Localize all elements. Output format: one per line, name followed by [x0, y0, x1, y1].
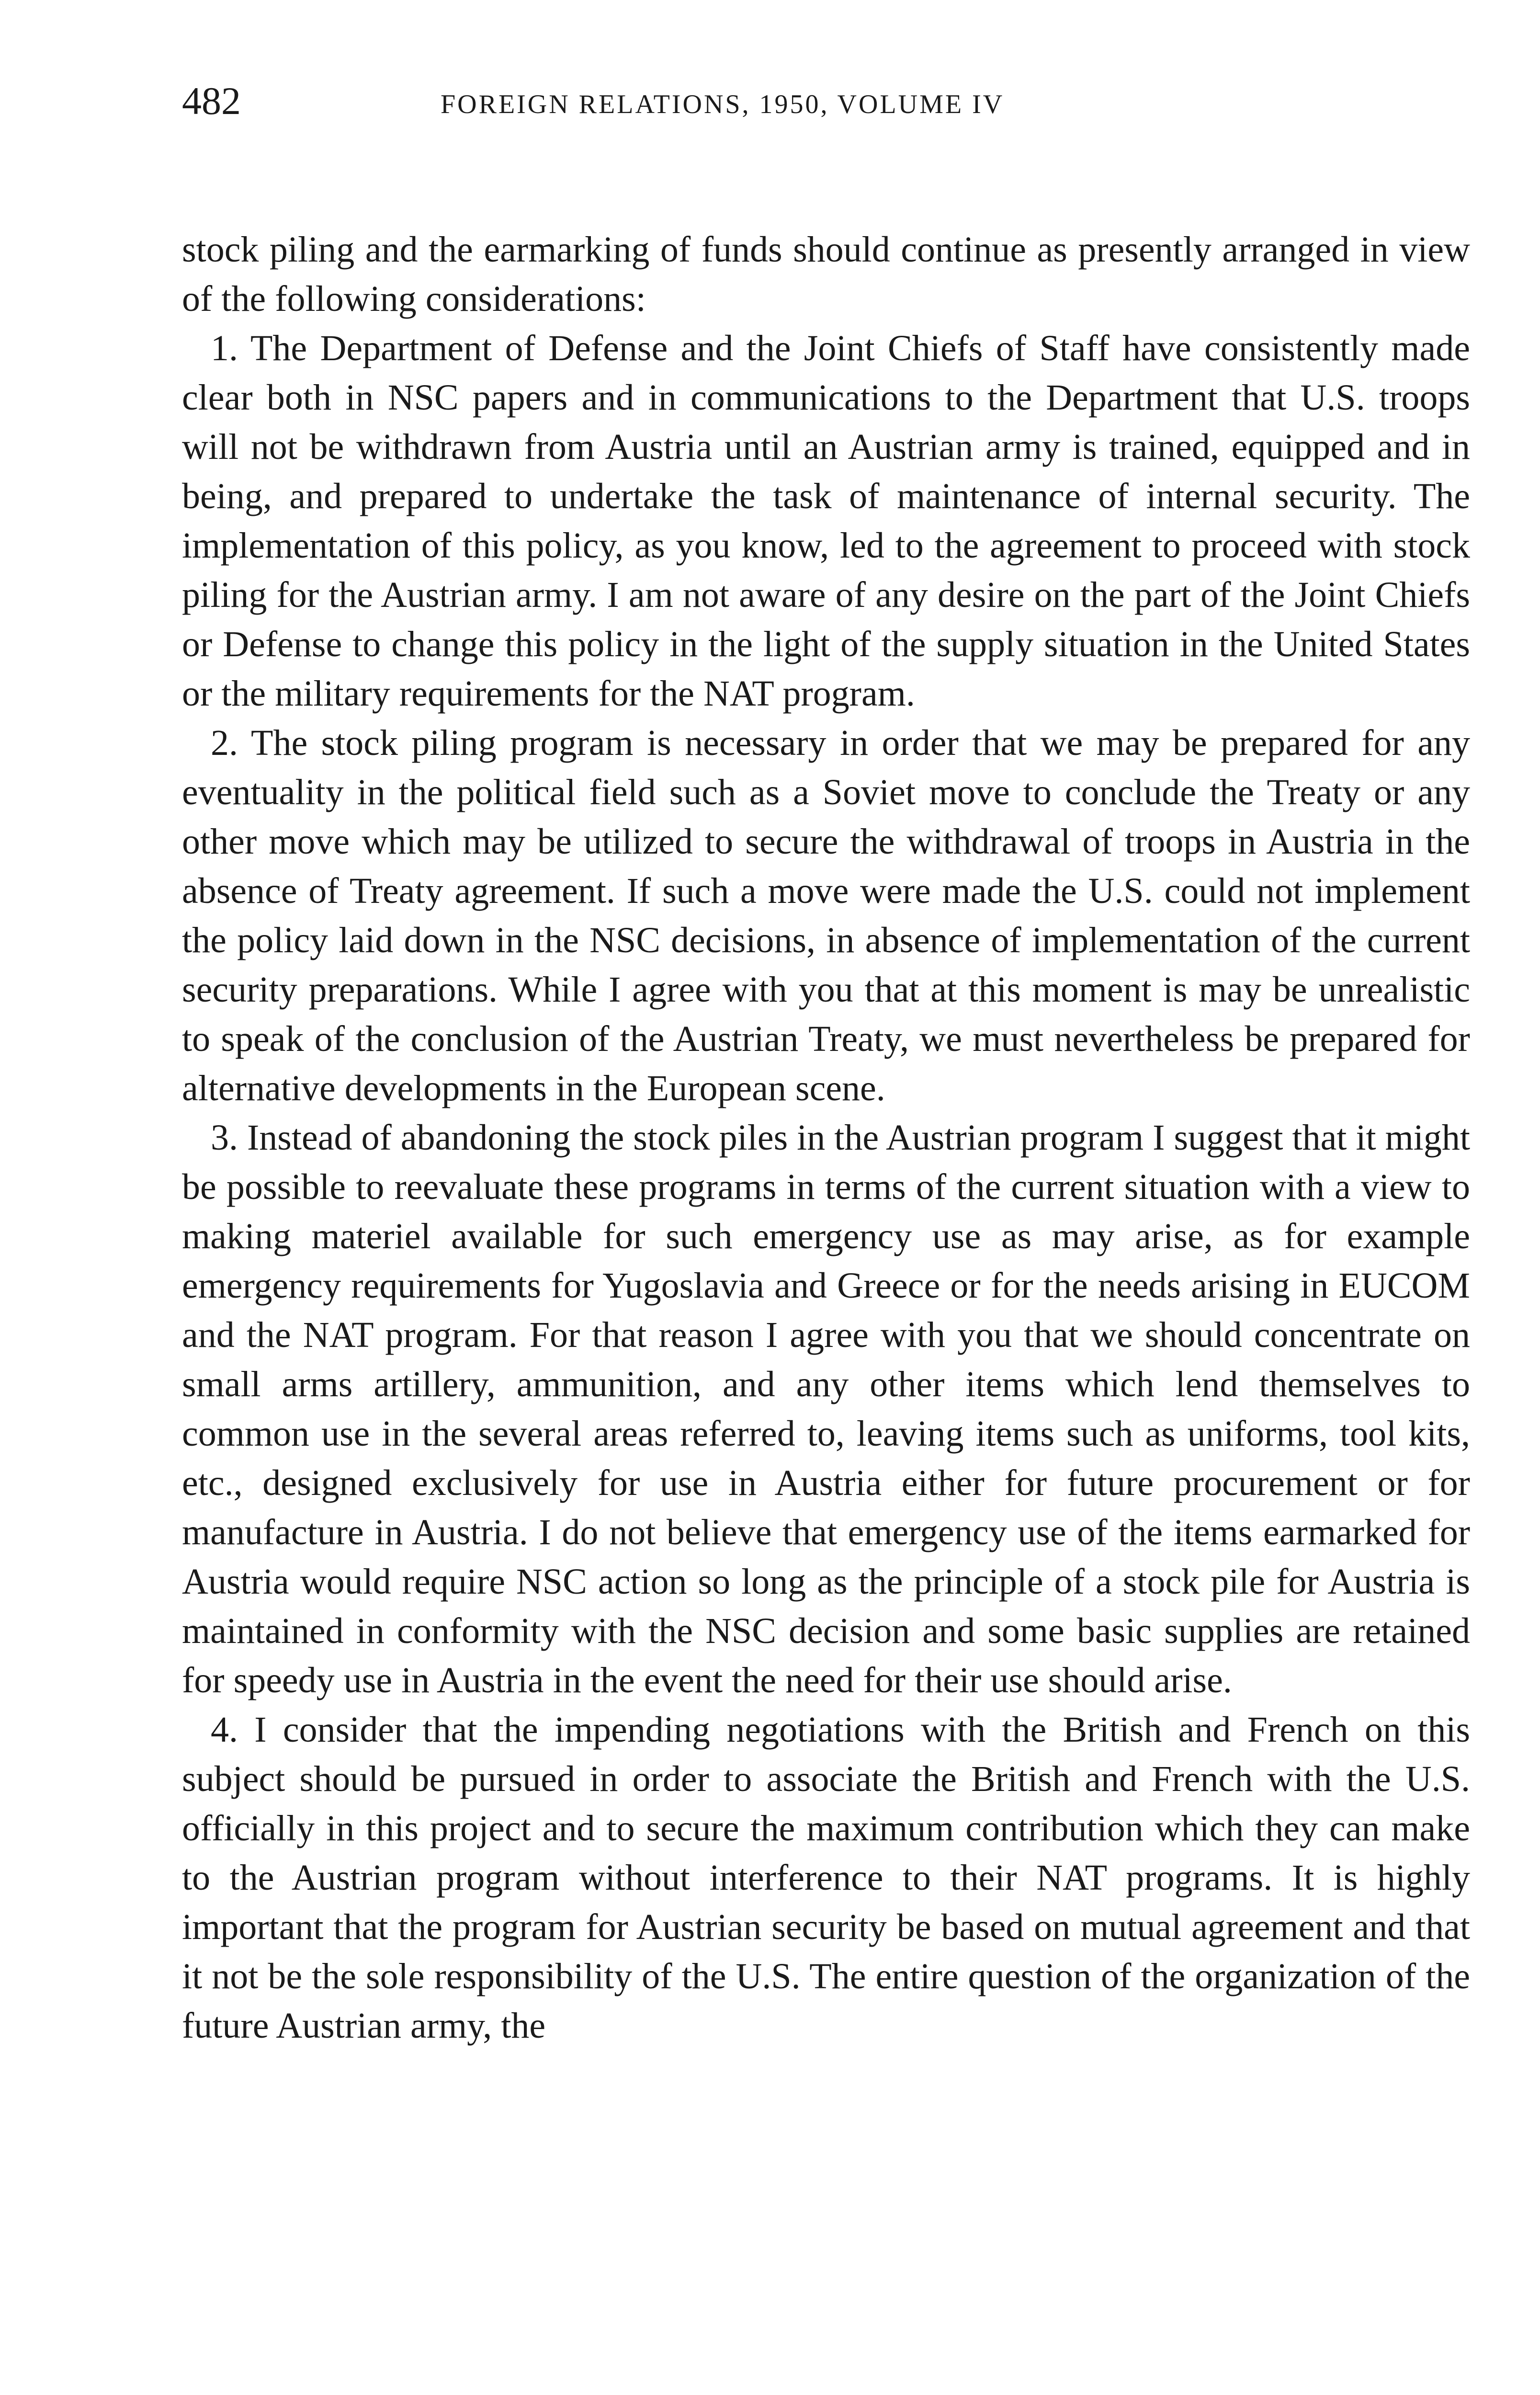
page-number: 482 [182, 79, 241, 123]
document-page [182, 72, 1470, 2395]
numbered-paragraph-3: 3. Instead of abandoning the stock piles in the Austrian program I suggest that it might be possible to reevaluate these programs in terms of the current situation with a view to making materiel available for such emergency use as may arise, as for example emergency requirements for Yugoslavia and Greece or for the needs arising in EUCOM and the NAT program. For that reason I agree with you that we should concentrate on small arms artillery, ammunition, and any other items which lend themselves to common use in the several areas referred to, leaving items such as uniforms, tool kits, etc., designed exclusively for use in Austria either for future procurement or for manufacture in Austria. I do not believe that emergency use of the items earmarked for Austria would require NSC action so long as the principle of a stock pile for Austria is maintained in conformity with the NSC decision and some basic supplies are retained for speedy use in Austria in the event the need for their use should arise. [182, 1118, 1470, 1700]
running-head: FOREIGN RELATIONS, 1950, VOLUME IV [441, 90, 1005, 119]
numbered-paragraph-4: 4. I consider that the impending negotiations with the British and French on this subject should be pursued in order to associate the British and French with the U.S. officially in this project and to secure the maximum contribution which they can make to the Austrian program without interference to their NAT programs. It is highly important that the program for Austrian security be based on mutual agreement and that it not be the sole responsibility of the U.S. The entire question of the organization of the future Austrian army, the [182, 1710, 1470, 2046]
numbered-paragraph-2: 2. The stock piling program is necessary in order that we may be prepared for any eventuality in the political field such as a Soviet move to conclude the Treaty or any other move which may be utilized to secure the withdrawal of troops in Austria in the absence of Treaty agreement. If such a move were made the U.S. could not implement the policy laid down in the NSC decisions, in absence of implementation of the current security preparations. While I agree with you that at this moment is may be unrealistic to speak of the conclusion of the Austrian Treaty, we must nevertheless be prepared for alternative developments in the European scene. [182, 723, 1470, 1108]
page-header [182, 72, 1470, 144]
numbered-paragraph-1: 1. The Department of Defense and the Joint Chiefs of Staff have consistently made clear both in NSC papers and in communications to the Department that U.S. troops will not be withdrawn from Austria until an Austrian army is trained, equipped and in being, and prepared to undertake the task of maintenance of internal security. The implementation of this policy, as you know, led to the agreement to proceed with stock piling for the Austrian army. I am not aware of any desire on the part of the Joint Chiefs or Defense to change this policy in the light of the supply situation in the United States or the military requirements for the NAT program. [182, 328, 1470, 714]
body-text [182, 225, 1470, 2051]
intro-paragraph: stock piling and the earmarking of funds should continue as presently arranged in view of the following considerations: [182, 229, 1470, 319]
